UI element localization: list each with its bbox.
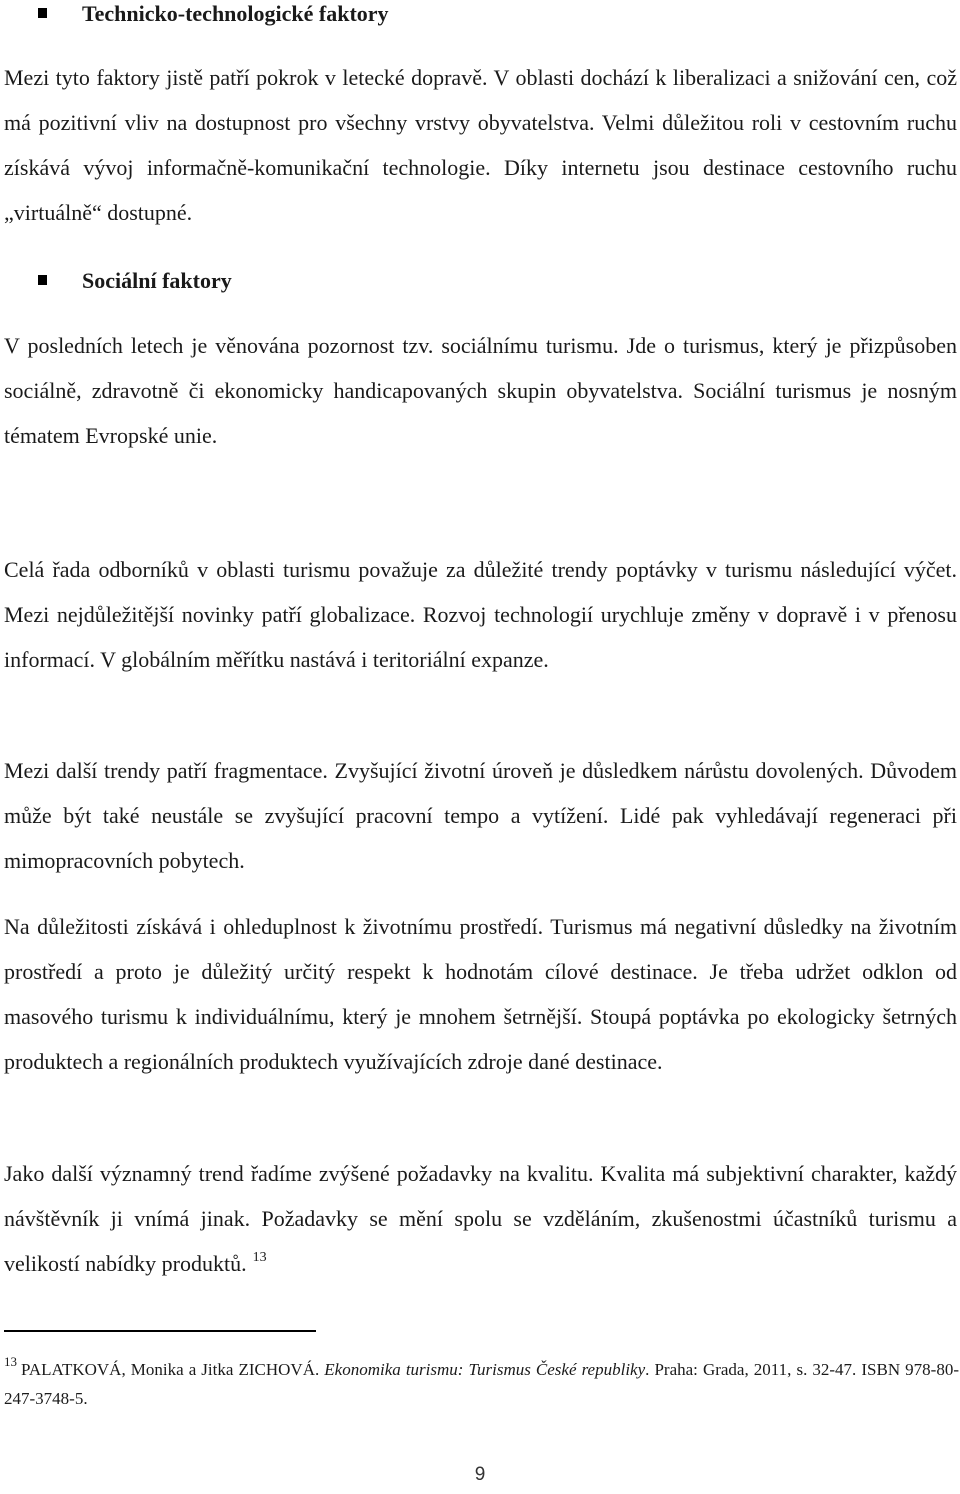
footnote-separator (4, 1330, 316, 1332)
footnote-reference[interactable]: 13 (252, 1250, 267, 1265)
footnote-number: 13 (4, 1354, 17, 1369)
paragraph-social: V posledních letech je věnována pozornost tzv. sociálnímu turismu. Jde o turismus, který je přizpůsoben sociálně, zdravotně či ekonomicky handicapovaných skupin obyvatelstva. Sociální turismus je nosným tématem Evropské unie. (4, 333, 957, 448)
footnote-book-title: Ekonomika turismu: Turismus České republiky (324, 1360, 646, 1379)
square-bullet-icon (38, 275, 47, 285)
heading-text: Technicko-technologické faktory (82, 1, 389, 26)
footnote-authors: PALATKOVÁ, Monika a Jitka ZICHOVÁ. (21, 1360, 320, 1379)
footnote (4, 1356, 959, 1413)
paragraph-quality (4, 1151, 957, 1290)
page-number: 9 (474, 1464, 486, 1485)
paragraph-environment: Na důležitosti získává i ohleduplnost k životnímu prostředí. Turismus má negativní důsledky na životním prostředí a proto je důležitý určitý respekt k hodnotám cílové destinace. Je třeba udržet odklon od masového turismu k individuálnímu, který je mnohem šetrnější. Stoupá poptávka po ekologicky šetrných produktech a regionálních produktech využívajících zdroje dané destinace. (4, 914, 957, 1074)
square-bullet-icon (38, 8, 47, 18)
paragraph-technical: Mezi tyto faktory jistě patří pokrok v letecké dopravě. V oblasti dochází k liberalizaci a snižování cen, což má pozitivní vliv na dostupnost pro všechny vrstvy obyvatelstva. Velmi důležitou roli v cestovním ruchu získává vývoj informačně-komunikační technologie. Díky internetu jsou destinace cestovního ruchu „virtuálně“ dostupné. (4, 65, 957, 225)
heading-text: Sociální faktory (82, 268, 232, 293)
paragraph-fragmentation: Mezi další trendy patří fragmentace. Zvyšující životní úroveň je důsledkem nárůstu dovolených. Důvodem může být také neustále se zvyšující pracovní tempo a vytížení. Lidé pak vyhledávají regeneraci při mimopracovních pobytech. (4, 758, 957, 873)
paragraph-trends: Celá řada odborníků v oblasti turismu považuje za důležité trendy poptávky v turismu následující výčet. Mezi nejdůležitější novinky patří globalizace. Rozvoj technologií urychluje změny v dopravě i v přenosu informací. V globálním měřítku nastává i teritoriální expanze. (4, 557, 957, 672)
quality-text: Jako další významný trend řadíme zvýšené požadavky na kvalitu. Kvalita má subjektivní charakter, každý návštěvník ji vnímá jinak. Požadavky se mění spolu se vzděláním, zkušenostmi účastníků turismu a velikostí nabídky produktů. (4, 1161, 957, 1276)
footnote-publication: . Praha: Grada, 2011, s. 32-47. ISBN 978-80-247-3748-5. (4, 1360, 959, 1408)
